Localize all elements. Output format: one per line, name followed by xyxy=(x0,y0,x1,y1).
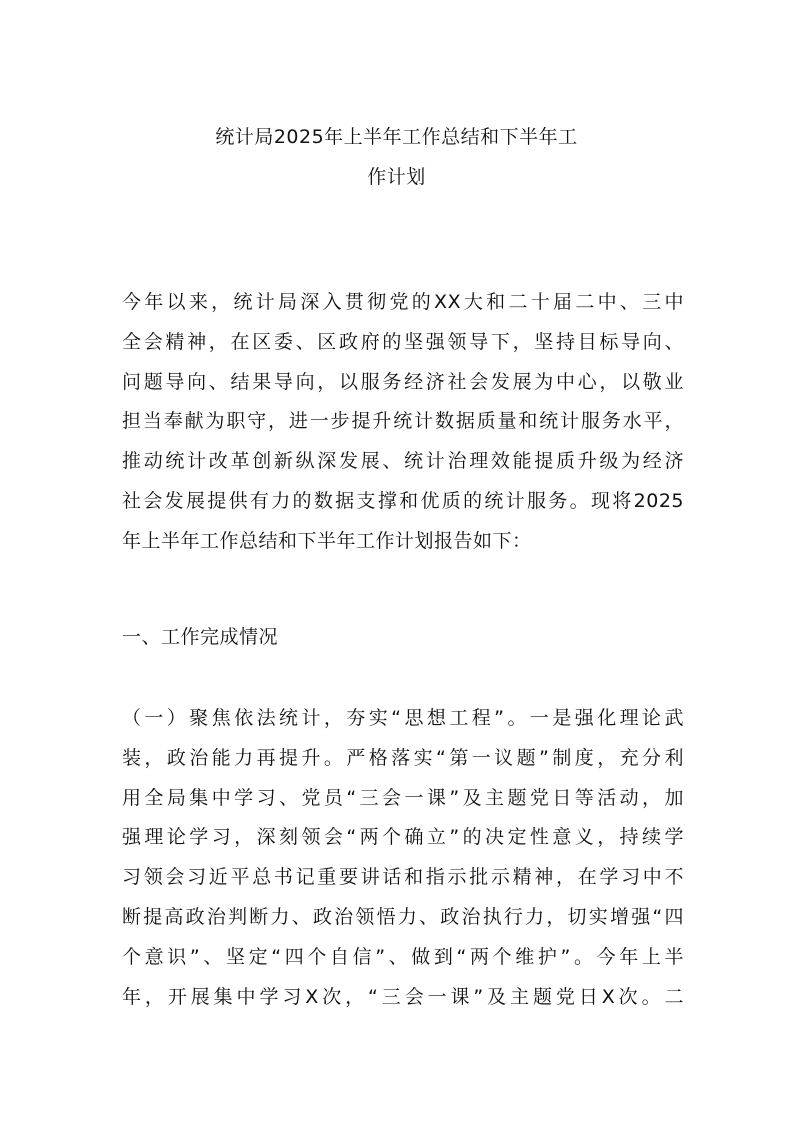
paragraph-line: 用全局集中学习、党员“三会一课”及主题党日等活动，加 xyxy=(122,786,684,809)
paragraph-line: 推动统计改革创新纵深发展、统计治理效能提质升级为经济 xyxy=(122,450,684,473)
paragraph-line: 担当奉献为职守，进一步提升统计数据质量和统计服务水平， xyxy=(122,410,684,433)
paragraph-line: 问题导向、结果导向，以服务经济社会发展为中心，以敬业 xyxy=(122,370,684,393)
paragraph-line: 装，政治能力再提升。严格落实“第一议题”制度，充分利 xyxy=(122,746,684,769)
paragraph-line: 习领会习近平总书记重要讲话和指示批示精神，在学习中不 xyxy=(122,866,684,889)
paragraph-line: 社会发展提供有力的数据支撑和优质的统计服务。现将2025 xyxy=(122,489,684,512)
paragraph-line: 今年以来，统计局深入贯彻党的XX大和二十届二中、三中 xyxy=(122,291,684,313)
intro-paragraph xyxy=(122,283,684,562)
title-line: 统计局2025年上半年工作总结和下半年工 xyxy=(215,126,578,148)
paragraph-line: 年上半年工作总结和下半年工作计划报告如下： xyxy=(122,529,532,552)
section-heading-text: 一、工作完成情况 xyxy=(122,626,279,648)
section-one-paragraph xyxy=(122,699,684,1017)
section-heading xyxy=(122,618,684,658)
paragraph-line: （一）聚焦依法统计，夯实“思想工程”。一是强化理论武 xyxy=(122,707,684,729)
paragraph-line: 年，开展集中学习X次，“三会一课”及主题党日X次。二 xyxy=(122,985,684,1008)
document-title xyxy=(110,118,683,198)
paragraph-line: 强理论学习，深刻领会“两个确立”的决定性意义，持续学 xyxy=(122,826,684,849)
paragraph-line: 全会精神，在区委、区政府的坚强领导下，坚持目标导向、 xyxy=(122,330,684,353)
title-line: 作计划 xyxy=(367,165,426,188)
paragraph-line: 个意识”、坚定“四个自信”、做到“两个维护”。今年上半 xyxy=(122,945,684,968)
paragraph-line: 断提高政治判断力、政治领悟力、政治执行力，切实增强“四 xyxy=(122,905,684,928)
